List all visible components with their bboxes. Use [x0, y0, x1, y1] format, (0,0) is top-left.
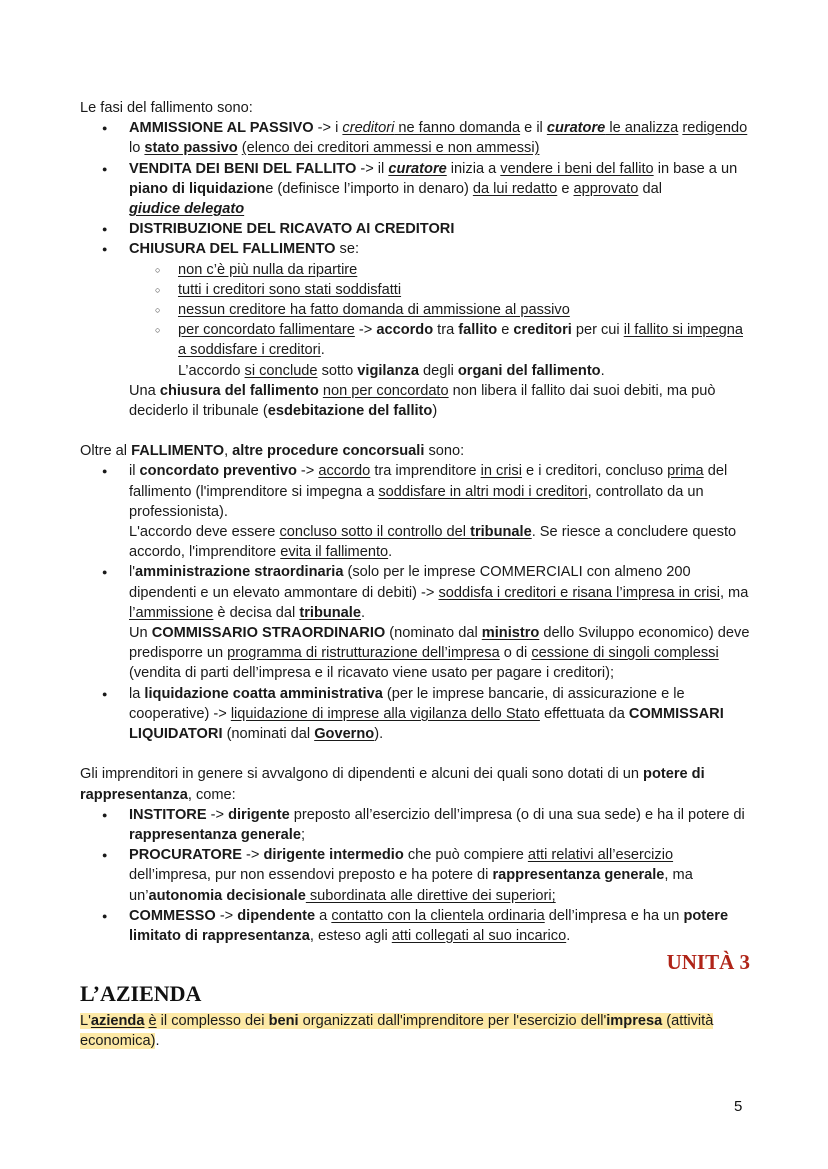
sub-item-2: ○ tutti i creditori sono stati soddisfatti [129, 280, 750, 300]
sub-item-3: ○ nessun creditore ha fatto domanda di ammissione al passivo [129, 300, 750, 320]
sub-item-4: ○ per concordato fallimentare -> accordo tra fallito e creditori per cui il fallito si impegna a soddisfare i creditori. L’accordo si conclude sotto vigilanza degli organi del fallimento. [129, 320, 750, 381]
procedure-list [80, 461, 750, 744]
azienda-definition: L'azienda è il complesso dei beni organizzati dall'imprenditore per l'esercizio dell'impresa (attività economica). [80, 1013, 714, 1050]
chiusura-note: Una chiusura del fallimento non per concordato non libera il fallito dai suoi debiti, ma può deciderlo il tribunale (esdebitazione del fallito) [129, 382, 716, 420]
list-item-procuratore: ● PROCURATORE -> dirigente intermedio che può compiere atti relativi all’esercizio dell’impresa, pur non essendovi preposto e ha potere di rappresentanza generale, ma un’autonomia decisionale subordinata alle direttive dei superiori; [80, 845, 750, 906]
list-item-vendita: ● VENDITA DEI BENI DEL FALLITO -> il curatore inizia a vendere i beni del fallito in base a un piano di liquidazione (definisce l’importo in denaro) da lui redatto e approvato dal giudice delegato [80, 159, 750, 220]
rappresentanza-intro: Gli imprenditori in genere si avvalgono di dipendenti e alcuni dei quali sono dotati di un potere di rappresentanza, come: [80, 766, 705, 803]
rappresentanza-list [80, 805, 750, 946]
list-item-ammissione: ● AMMISSIONE AL PASSIVO -> i creditori ne fanno domanda e il curatore le analizza redigendo lo stato passivo (elenco dei creditori ammessi e non ammessi) [80, 118, 750, 158]
unit-label: UNITÀ 3 [666, 950, 750, 975]
list-item-commesso: ● COMMESSO -> dipendente a contatto con la clientela ordinaria dell’impresa e ha un potere limitato di rappresentanza, esteso agli atti collegati al suo incarico. [80, 906, 750, 946]
list-item-amministrazione: ● l'amministrazione straordinaria (solo per le imprese COMMERCIALI con almeno 200 dipendenti e un elevato ammontare di debiti) -> soddisfa i creditori e risana l’impresa in crisi, ma l’ammissione è decisa dal tribunale. Un COMMISSARIO STRAORDINARIO (nominato dal ministro dello Sviluppo economico) deve predisporre un programma di ristrutturazione dell’impresa o di cessione di singoli complessi (vendita di parti dell’impresa e il ricavato viene usato per pagare i creditori); [80, 562, 750, 683]
chiusura-sublist [129, 260, 750, 381]
document-page [80, 98, 750, 1052]
procedure-intro: Oltre al FALLIMENTO, altre procedure concorsuali sono: [80, 443, 465, 460]
sub-item-1: ○ non c’è più nulla da ripartire [129, 260, 750, 280]
list-item-institore: ● INSTITORE -> dirigente preposto all’esercizio dell’impresa (o di una sua sede) e ha il potere di rappresentanza generale; [80, 805, 750, 845]
fasi-intro: Le fasi del fallimento sono: [80, 100, 253, 116]
list-item-liquidazione: ● la liquidazione coatta amministrativa (per le imprese bancarie, di assicurazione e le cooperative) -> liquidazione di imprese alla vigilanza dello Stato effettuata da COMMISSARI LIQUIDATORI (nominati dal Governo). [80, 684, 750, 745]
section-heading: L’AZIENDA [80, 981, 202, 1007]
page-number: 5 [734, 1098, 743, 1115]
list-item-chiusura: ● CHIUSURA DEL FALLIMENTO se: ○ non c’è più nulla da ripartire ○ tutti i creditori sono stati soddisfatti ○ nessun creditore ha fatto domanda di ammissione al passivo ○ per concordato fallimentare -> accordo tra fallito e creditori per cui il fallito si impegna a soddisfare i creditori. L’accordo si conclude sotto vigilanza degli organi del fallimento. [80, 239, 750, 380]
list-item-distribuzione: ● DISTRIBUZIONE DEL RICAVATO AI CREDITORI [80, 219, 750, 239]
fasi-list [80, 118, 750, 381]
list-item-concordato: ● il concordato preventivo -> accordo tra imprenditore in crisi e i creditori, concluso prima del fallimento (l'imprenditore si impegna a soddisfare in altri modi i creditori, controllato da un professionista). L'accordo deve essere concluso sotto il controllo del tribunale. Se riesce a concludere questo accordo, l'imprenditore evita il fallimento. [80, 461, 750, 562]
